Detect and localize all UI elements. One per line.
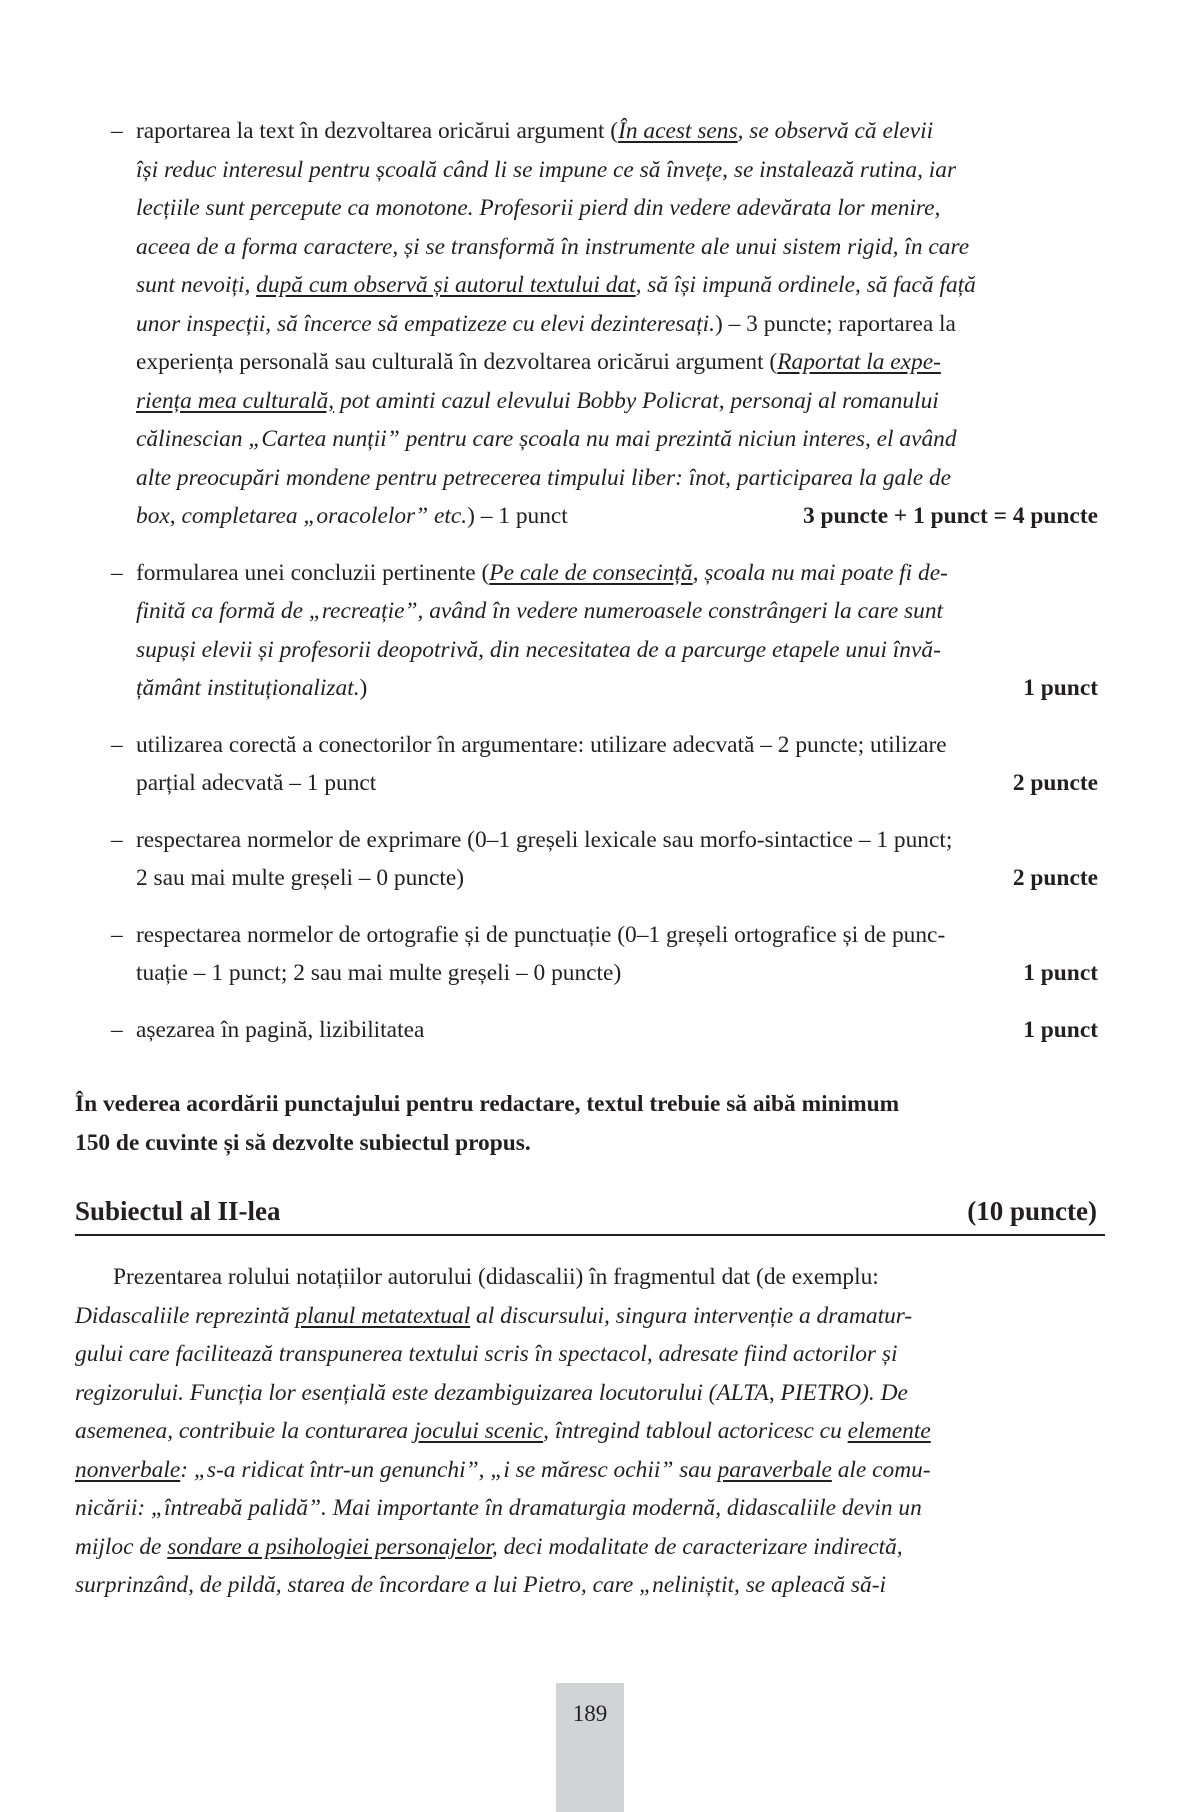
criterion-score: 3 puncte + 1 punct = 4 puncte <box>802 503 1098 529</box>
criterion-score: 1 punct <box>1023 960 1098 986</box>
text-run: călinescian „Cartea nunții” pentru care școala nu mai prezintă niciun interes, el având <box>136 426 957 452</box>
document-page <box>75 112 1105 1605</box>
text-run: parțial adecvată – 1 punct <box>136 770 377 796</box>
text-run: , școala nu mai poate fi de- <box>692 559 948 586</box>
criterion-item <box>75 821 1105 898</box>
text-run: gului care facilitează transpunerea textului scris în spectacol, adresate fiind actorilor și <box>75 1341 898 1367</box>
text-run: regizorului. Funcția lor esențială este dezambiguizarea locutorului (ALTA, PIETRO). De <box>75 1379 908 1406</box>
text-run: țământ instituționalizat. <box>136 675 360 701</box>
text-line <box>136 1011 1105 1050</box>
paragraph-line <box>75 1451 1105 1490</box>
text-run: formularea unei concluzii pertinente ( <box>136 559 490 586</box>
dash-bullet: – <box>111 1016 123 1043</box>
paragraph-line <box>75 1374 1105 1413</box>
text-line <box>136 112 1105 151</box>
text-run: , deci modalitate de caracterizare indirectă, <box>491 1533 903 1560</box>
paragraph-line <box>75 1412 1105 1451</box>
text-line <box>136 669 1105 708</box>
text-line <box>136 459 1105 498</box>
text-run: , se observă că elevii <box>737 118 934 144</box>
text-run: sunt nevoiți, <box>136 272 257 298</box>
note-line: 150 de cuvinte și să dezvolte subiectul propus. <box>75 1129 531 1156</box>
text-run: asemenea, contribuie la conturarea <box>75 1418 414 1444</box>
dash-bullet: – <box>111 921 123 948</box>
text-run: experiența personală sau culturală în dezvoltarea oricărui argument ( <box>136 349 778 375</box>
text-run: respectarea normelor de ortografie și de punctuație (0–1 greșeli ortografice și de punc- <box>136 921 946 948</box>
text-run: pot aminti cazul elevului Bobby Policrat, personaj al romanului <box>334 387 939 414</box>
underlined-phrase: planul metatextual <box>295 1302 471 1329</box>
criterion-item <box>75 554 1105 708</box>
underlined-phrase: Pe cale de consecință <box>489 559 693 586</box>
section-heading <box>75 1196 1105 1236</box>
text-run: unor inspecții, să încerce să empatizeze cu elevi dezinteresați. <box>136 310 715 337</box>
page-number-tab <box>556 1683 624 1812</box>
text-run: ) <box>359 675 368 701</box>
text-run: mijloc de <box>75 1533 168 1560</box>
text-line <box>136 189 1105 228</box>
text-run: Didascaliile reprezintă <box>75 1302 296 1329</box>
dash-bullet: – <box>111 731 123 758</box>
page-number: 189 <box>572 1701 608 1726</box>
paragraph-line <box>75 1258 1105 1297</box>
text-line <box>136 382 1105 421</box>
paragraph-line <box>75 1528 1105 1567</box>
underlined-phrase: elemente <box>847 1418 931 1444</box>
text-run: utilizarea corectă a conectorilor în argumentare: utilizare adecvată – 2 puncte; utilizare <box>136 731 947 758</box>
dash-bullet: – <box>111 559 123 586</box>
section-title: Subiectul al II-lea <box>75 1196 281 1226</box>
text-run: raportarea la text în dezvoltarea oricărui argument ( <box>136 118 619 144</box>
text-line <box>136 764 1105 803</box>
text-run: respectarea normelor de exprimare (0–1 greșeli lexicale sau morfo-sintactice – 1 punct; <box>136 826 953 853</box>
criterion-score: 2 puncte <box>1012 770 1098 796</box>
paragraph-line <box>75 1297 1105 1336</box>
text-run: tuație – 1 punct; 2 sau mai multe greșeli – 0 puncte) <box>136 960 622 986</box>
text-run: alte preocupări mondene pentru petrecerea timpului liber: înot, participarea la gale de <box>136 464 952 491</box>
underlined-phrase: nonverbale <box>75 1456 181 1483</box>
underlined-phrase: jocului scenic <box>413 1418 544 1444</box>
text-line <box>136 554 1105 593</box>
text-line <box>136 305 1105 344</box>
underlined-phrase: sondare a psihologiei personajelor <box>167 1533 492 1560</box>
section-points: (10 puncte) <box>967 1196 1097 1226</box>
text-run: ale comu- <box>831 1456 931 1483</box>
text-run: surprinzând, de pildă, starea de încordare a lui Pietro, care „neliniștit, se apleacă să-i <box>75 1572 887 1598</box>
text-line <box>136 726 1105 765</box>
text-line <box>136 151 1105 190</box>
underlined-phrase: În acest sens <box>618 118 738 144</box>
paragraph-line <box>75 1335 1105 1374</box>
text-run: ) – 3 puncte; raportarea la <box>715 310 956 337</box>
text-line <box>136 497 1105 536</box>
paragraph-line <box>75 1566 1105 1605</box>
text-run: supuși elevii și profesorii deopotrivă, din necesitatea de a parcurge etapele unui învă- <box>136 636 941 663</box>
text-line <box>136 954 1105 993</box>
note-line: În vederea acordării punctajului pentru redactare, textul trebuie să aibă minimum <box>75 1091 900 1117</box>
text-run: așezarea în pagină, lizibilitatea <box>136 1016 425 1043</box>
dash-bullet: – <box>111 826 123 853</box>
text-run: : „s-a ridicat într-un genunchi”, „i se măresc ochii” sau <box>180 1456 718 1483</box>
text-line <box>136 343 1105 382</box>
criterion-score: 1 punct <box>1023 675 1098 701</box>
text-run: 2 sau mai multe greșeli – 0 puncte) <box>136 865 465 891</box>
section-paragraph <box>75 1258 1105 1605</box>
criterion-item <box>75 916 1105 993</box>
text-run: ) – 1 punct <box>467 503 568 529</box>
text-line <box>136 420 1105 459</box>
underlined-phrase: riența mea culturală, <box>136 387 335 414</box>
text-run: lecțiile sunt percepute ca monotone. Profesorii pierd din vedere adevărata lor menire, <box>136 195 941 221</box>
text-run: , întregind tabloul actoricesc cu <box>543 1418 848 1444</box>
text-line <box>136 266 1105 305</box>
criterion-item <box>75 1011 1105 1050</box>
word-count-note <box>75 1085 1105 1162</box>
text-run: , să își impună ordinele, să facă față <box>635 272 976 298</box>
text-run: Prezentarea rolului notațiilor autorului (didascalii) în fragmentul dat (de exemplu: <box>113 1264 879 1290</box>
text-line <box>136 592 1105 631</box>
text-run: box, completarea „oracolelor” etc. <box>136 503 468 529</box>
text-line <box>136 821 1105 860</box>
criterion-score: 1 punct <box>1023 1016 1098 1043</box>
text-line <box>136 631 1105 670</box>
text-line <box>136 916 1105 955</box>
text-line <box>136 228 1105 267</box>
text-run: aceea de a forma caractere, și se transformă în instrumente ale unui sistem rigid, în care <box>136 233 970 260</box>
criterion-item <box>75 726 1105 803</box>
text-run: finită ca formă de „recreație”, având în vedere numeroasele constrângeri la care sunt <box>136 598 944 624</box>
text-line <box>136 859 1105 898</box>
underlined-phrase: Raportat la expe- <box>777 349 941 375</box>
criterion-score: 2 puncte <box>1012 865 1098 891</box>
text-run: al discursului, singura intervenție a dramatur- <box>470 1302 913 1329</box>
paragraph-line <box>75 1489 1105 1528</box>
text-run: nicării: „întreabă palidă”. Mai importante în dramaturgia modernă, didascaliile devin un <box>75 1495 922 1521</box>
underlined-phrase: paraverbale <box>717 1456 832 1483</box>
dash-bullet: – <box>111 118 123 144</box>
text-run: își reduc interesul pentru școală când li se impune ce să învețe, se instalează rutina, iar <box>136 156 957 183</box>
criterion-item <box>75 112 1105 536</box>
grading-criteria-list <box>75 112 1105 1049</box>
underlined-phrase: după cum observă și autorul textului dat <box>256 272 636 298</box>
